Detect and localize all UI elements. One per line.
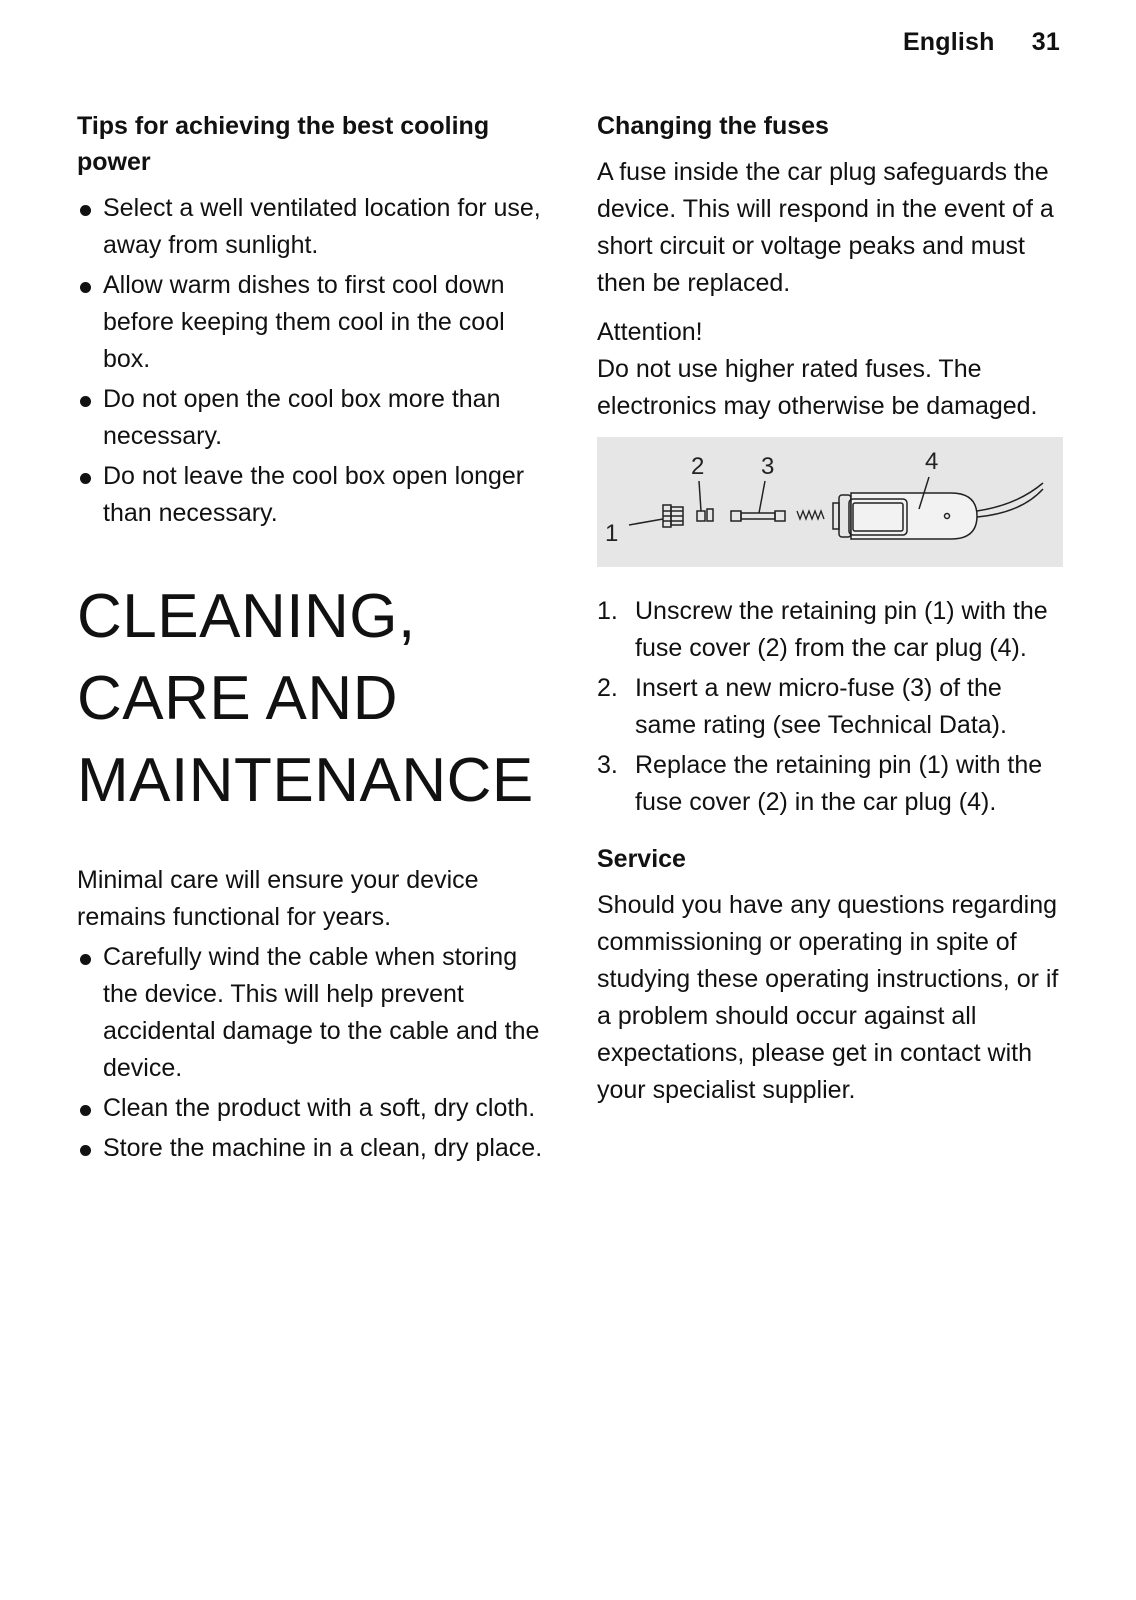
- label-3: 3: [761, 453, 775, 480]
- micro-fuse-icon: [731, 511, 785, 521]
- list-item: Store the machine in a clean, dry place.: [77, 1130, 547, 1167]
- spring-icon: [797, 511, 824, 519]
- list-item: Select a well ventilated location for use, away from sunlight.: [77, 190, 547, 264]
- list-item: Carefully wind the cable when storing the device. This will help prevent accidental damage to the cable and the device.: [77, 939, 547, 1087]
- label-4: 4: [925, 448, 939, 475]
- retaining-pin-icon: [663, 505, 683, 527]
- right-column: [597, 108, 1067, 1109]
- car-plug-illustration: [597, 437, 1063, 567]
- step-text: Insert a new micro-fuse (3) of the same rating (see Technical Data).: [635, 674, 1007, 739]
- left-column: [77, 108, 547, 1170]
- intro-text: Minimal care will ensure your device remains functional for years.: [77, 866, 479, 931]
- attention-text: Do not use higher rated fuses. The electronics may otherwise be damaged.: [597, 355, 1038, 420]
- service-text: Should you have any questions regarding commissioning or operating in spite of studying these operating instructions, or if a problem should occur against all expectations, please get in contact with your specialist supplier.: [597, 891, 1059, 1104]
- step-text: Replace the retaining pin (1) with the fuse cover (2) in the car plug (4).: [635, 751, 1043, 816]
- list-item: Allow warm dishes to first cool down before keeping them cool in the cool box.: [77, 267, 547, 378]
- steps-list: [597, 593, 1067, 821]
- step-number: 2.: [597, 674, 618, 702]
- step-text: Unscrew the retaining pin (1) with the fuse cover (2) from the car plug (4).: [635, 597, 1048, 662]
- list-item: Do not leave the cool box open longer than necessary.: [77, 458, 547, 532]
- tips-list: [77, 190, 547, 532]
- page-header: [903, 28, 1060, 57]
- list-item: Clean the product with a soft, dry cloth.: [77, 1090, 547, 1127]
- list-item: [597, 593, 1067, 667]
- fuses-heading: Changing the fuses: [597, 112, 829, 140]
- list-item: [597, 747, 1067, 821]
- car-plug-icon: [833, 483, 1043, 539]
- care-list: [77, 939, 547, 1167]
- label-1: 1: [605, 520, 619, 547]
- step-number: 3.: [597, 751, 618, 779]
- label-2: 2: [691, 453, 705, 480]
- service-heading: Service: [597, 845, 686, 873]
- list-item: Do not open the cool box more than necessary.: [77, 381, 547, 455]
- section-title: CLEANING, CARE AND MAINTENANCE: [77, 582, 534, 815]
- step-number: 1.: [597, 597, 618, 625]
- fuse-cover-icon: [697, 509, 713, 521]
- header-language: English: [902, 28, 995, 56]
- list-item: [597, 670, 1067, 744]
- attention-label: Attention!: [597, 318, 703, 346]
- page-number: 31: [1031, 28, 1060, 56]
- fuses-text: A fuse inside the car plug safeguards the device. This will respond in the event of a short circuit or voltage peaks and must then be replaced.: [597, 158, 1054, 297]
- tips-heading: Tips for achieving the best cooling power: [77, 112, 490, 176]
- fuse-diagram: [597, 437, 1063, 567]
